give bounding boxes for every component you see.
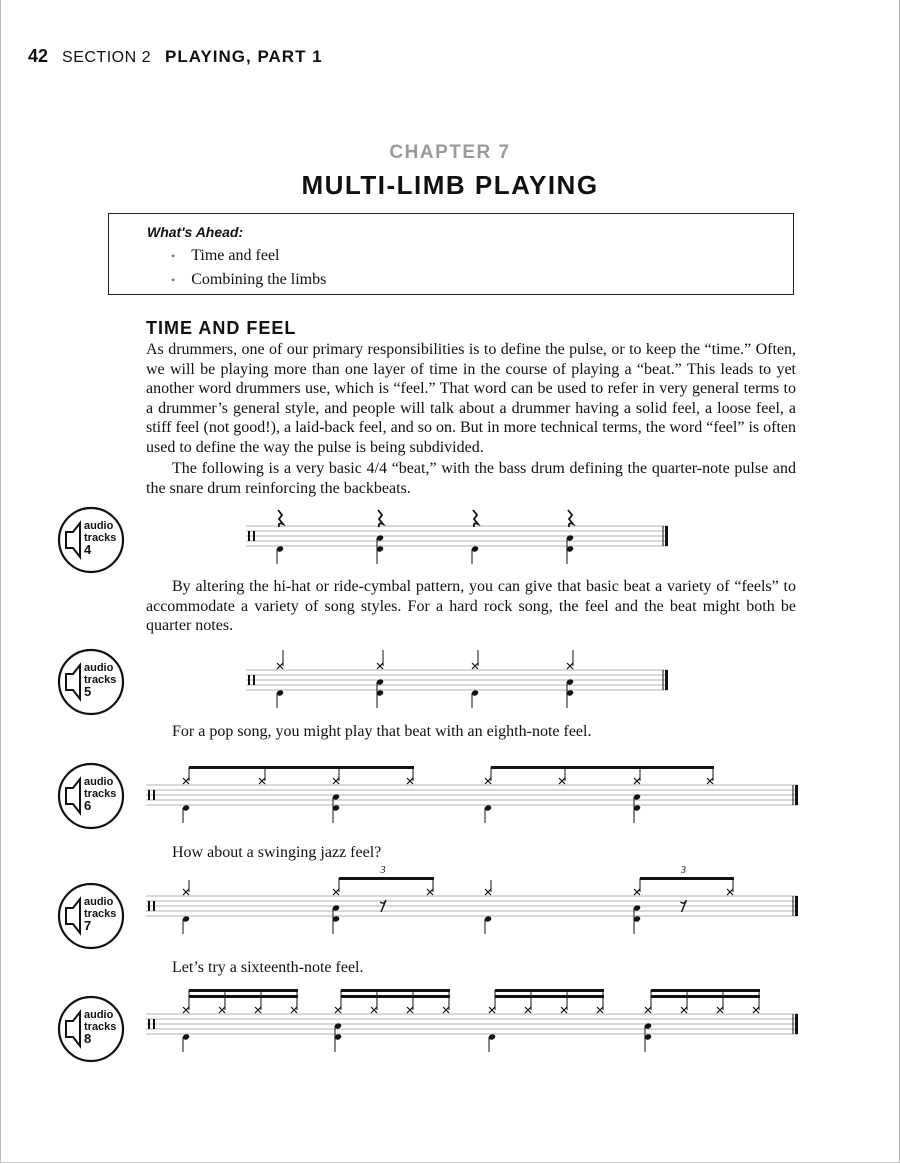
- final-barline: [795, 896, 798, 916]
- cymbal-note-head: [597, 1007, 603, 1013]
- percussion-clef: [153, 1019, 155, 1029]
- cymbal-note-head: [753, 1007, 759, 1013]
- audio-tracks-badge[interactable]: [56, 761, 126, 831]
- cymbal-note-head: [443, 1007, 449, 1013]
- cymbal-note-head: [333, 778, 339, 784]
- percussion-clef: [153, 901, 155, 911]
- percussion-clef: [248, 531, 250, 541]
- percussion-clef: [148, 1019, 150, 1029]
- cymbal-note-head: [377, 663, 383, 669]
- paragraph: As drummers, one of our primary responsibilities is to define the pulse, or to keep the “time.” Often, we will be playing more than one layer of time in the course of playing a “beat.” This leads to yet another word drummers use, which is “feel.” That word can be used to refer in very general terms to a drummer’s general style, and people will talk about a drummer having a solid feel, a loose feel, a stiff feel (not good!), a laid-back feel, and so on. But in more technical terms, the word “feel” is often used to define the way the pulse is being subdivided.: [146, 341, 796, 456]
- cymbal-note-head: [634, 889, 640, 895]
- chapter-title: MULTI-LIMB PLAYING: [301, 170, 599, 200]
- beam: [341, 989, 450, 992]
- final-barline: [795, 1014, 798, 1034]
- cymbal-note-head: [259, 778, 265, 784]
- triplet-mark: 3: [380, 866, 386, 876]
- cymbal-note-head: [485, 778, 491, 784]
- beam: [495, 995, 604, 998]
- cymbal-note-head: [634, 778, 640, 784]
- whats-ahead-box: [108, 213, 794, 295]
- cymbal-note-head: [255, 1007, 261, 1013]
- final-barline: [665, 670, 668, 690]
- drum-notation-swing-feel: [140, 866, 800, 941]
- audio-tracks-badge[interactable]: [56, 881, 126, 951]
- quarter-rest: [278, 510, 283, 527]
- cymbal-note-head: [707, 778, 713, 784]
- page-number: 42: [28, 46, 49, 66]
- badge-label: audio tracks 7: [84, 896, 117, 933]
- cymbal-note-head: [277, 663, 283, 669]
- final-barline: [795, 785, 798, 805]
- quarter-rest: [378, 510, 383, 527]
- beam: [495, 989, 604, 992]
- cymbal-note-head: [183, 1007, 189, 1013]
- cymbal-note-head: [485, 889, 491, 895]
- badge-label: audio tracks 4: [84, 520, 117, 557]
- cymbal-note-head: [525, 1007, 531, 1013]
- cymbal-note-head: [183, 889, 189, 895]
- paragraph: By altering the hi-hat or ride-cymbal pattern, you can give that basic beat a variety of “feels” to accommodate a variety of song styles. For a hard rock song, the feel and the beat might both be quarter notes.: [146, 578, 796, 635]
- section-heading: TIME AND FEEL: [146, 318, 297, 338]
- beam: [189, 989, 298, 992]
- paragraph: How about a swinging jazz feel?: [172, 844, 382, 861]
- drum-notation-quarter-feel: [240, 648, 670, 708]
- percussion-clef: [148, 901, 150, 911]
- final-barline: [665, 526, 668, 546]
- cymbal-note-head: [561, 1007, 567, 1013]
- cymbal-note-head: [567, 663, 573, 669]
- beam: [491, 766, 714, 769]
- badge-label: audio tracks 8: [84, 1009, 117, 1046]
- cymbal-note-head: [717, 1007, 723, 1013]
- cymbal-note-head: [407, 1007, 413, 1013]
- cymbal-note-head: [333, 889, 339, 895]
- paragraph: Let’s try a sixteenth-note feel.: [172, 959, 364, 976]
- paragraph: The following is a very basic 4/4 “beat,” with the bass drum defining the quarter-note pulse and the snare drum reinforcing the backbeats.: [146, 460, 796, 497]
- beam: [189, 766, 414, 769]
- badge-label: audio tracks 5: [84, 662, 117, 699]
- cymbal-note-head: [183, 778, 189, 784]
- drum-notation-sixteenth-feel: [140, 986, 800, 1054]
- part-title: PLAYING, PART 1: [165, 47, 323, 66]
- badge-label: audio tracks 6: [84, 776, 117, 813]
- beam: [651, 989, 760, 992]
- cymbal-note-head: [291, 1007, 297, 1013]
- percussion-clef: [253, 675, 255, 685]
- drum-notation-eighth-feel: [140, 763, 800, 825]
- cymbal-note-head: [371, 1007, 377, 1013]
- section-label: SECTION 2: [62, 49, 151, 66]
- triplet-mark: 3: [681, 866, 686, 876]
- whats-ahead-item: • Combining the limbs: [171, 268, 793, 292]
- audio-tracks-badge[interactable]: [56, 994, 126, 1064]
- whats-ahead-item: • Time and feel: [171, 244, 793, 268]
- beam: [189, 995, 298, 998]
- cymbal-note-head: [489, 1007, 495, 1013]
- whats-ahead-heading: What's Ahead:: [147, 224, 244, 240]
- percussion-clef: [153, 790, 155, 800]
- quarter-rest: [473, 510, 478, 527]
- cymbal-note-head: [559, 778, 565, 784]
- beam: [651, 995, 760, 998]
- percussion-clef: [253, 531, 255, 541]
- beam: [339, 877, 434, 880]
- cymbal-note-head: [681, 1007, 687, 1013]
- audio-tracks-badge[interactable]: [56, 647, 126, 717]
- running-head: [28, 46, 323, 72]
- cymbal-note-head: [407, 778, 413, 784]
- cymbal-note-head: [472, 663, 478, 669]
- whats-ahead-list: [147, 244, 793, 292]
- percussion-clef: [148, 790, 150, 800]
- cymbal-note-head: [219, 1007, 225, 1013]
- paragraph: For a pop song, you might play that beat with an eighth-note feel.: [172, 723, 592, 740]
- quarter-rest: [568, 510, 573, 527]
- beam: [640, 877, 734, 880]
- cymbal-note-head: [427, 889, 433, 895]
- beam: [341, 995, 450, 998]
- audio-tracks-badge[interactable]: [56, 505, 126, 575]
- cymbal-note-head: [645, 1007, 651, 1013]
- cymbal-note-head: [727, 889, 733, 895]
- drum-notation-quarter-rests: [240, 508, 670, 568]
- chapter-label: CHAPTER 7: [389, 142, 511, 163]
- percussion-clef: [248, 675, 250, 685]
- cymbal-note-head: [335, 1007, 341, 1013]
